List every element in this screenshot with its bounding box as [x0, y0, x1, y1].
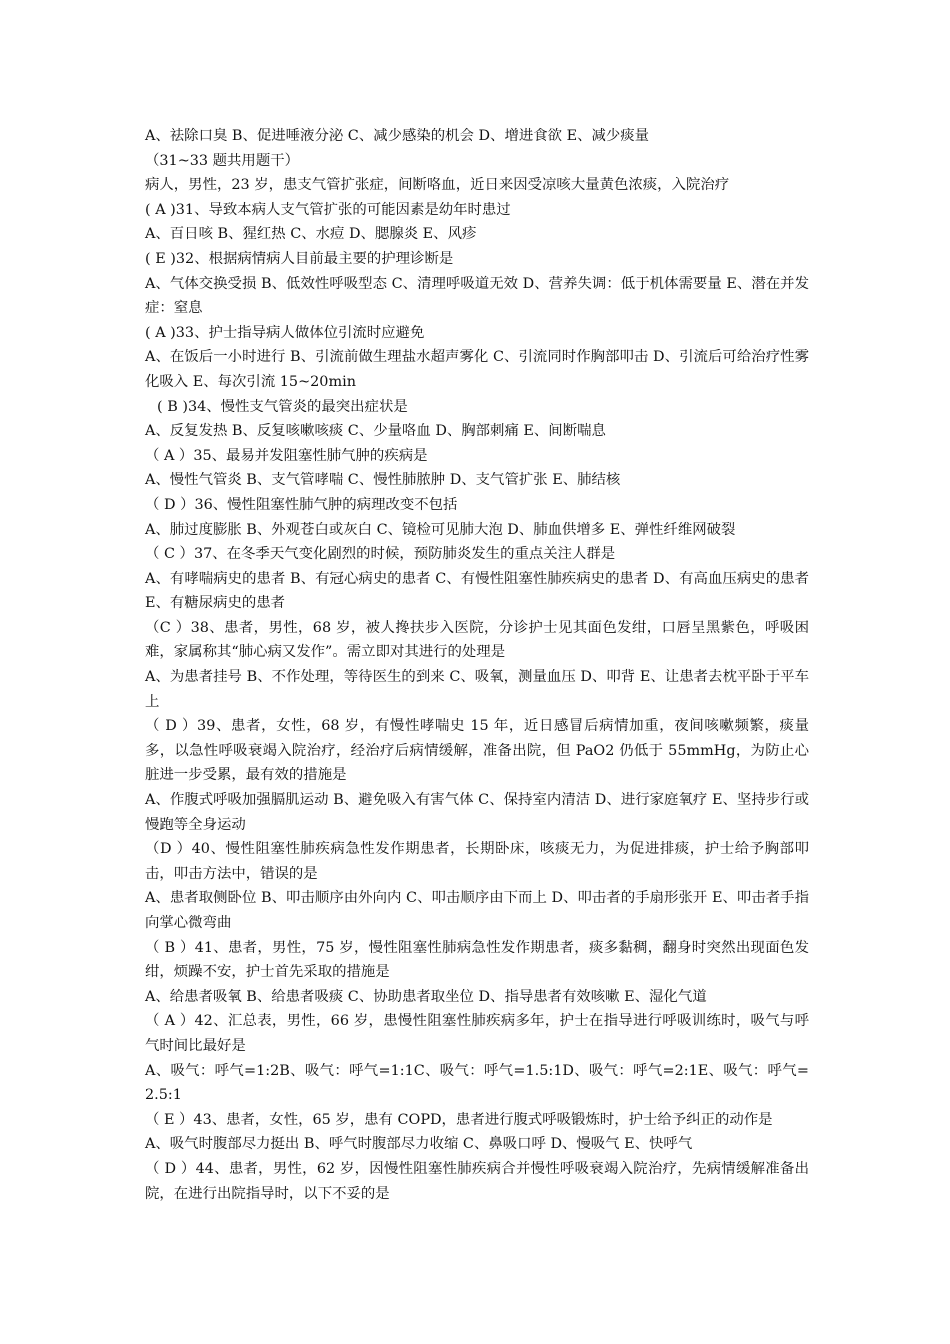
question-32: ( E )32、根据病情病人目前最主要的护理诊断是	[145, 250, 454, 267]
question-44: （ D ）44、患者，男性，62 岁，因慢性阻塞性肺疾病合并慢性呼吸衰竭入院治疗，先病情缓解准备出院，在进行出院指导时，以下不妥的是	[145, 1160, 809, 1202]
document-page	[145, 124, 809, 1206]
answer-options-q32: A、气体交换受损 B、低效性呼吸型态 C、清理呼吸道无效 D、营养失调：低于机体需要量 E、潜在并发症：窒息	[145, 275, 809, 317]
answer-options-q34: A、反复发热 B、反复咳嗽咳痰 C、少量咯血 D、胸部刺痛 E、间断喘息	[145, 423, 606, 440]
question-33: ( A )33、护士指导病人做体位引流时应避免	[145, 324, 425, 341]
answer-options-q38: A、为患者挂号 B、不作处理，等待医生的到来 C、吸氧，测量血压 D、叩背 E、让患者去枕平卧于平车上	[145, 669, 809, 710]
answer-options-q43: A、吸气时腹部尽力挺出 B、呼气时腹部尽力收缩 C、鼻吸口呼 D、慢吸气 E、快呼气	[145, 1136, 693, 1153]
question-34: ( B )34、慢性支气管炎的最突出症状是	[157, 398, 408, 415]
question-37: （ C ）37、在冬季天气变化剧烈的时候，预防肺炎发生的重点关注人群是	[145, 546, 616, 563]
answer-options-q35: A、慢性气管炎 B、支气管哮喘 C、慢性肺脓肿 D、支气管扩张 E、肺结核	[145, 472, 621, 489]
answer-options-q39: A、作腹式呼吸加强膈肌运动 B、避免吸入有害气体 C、保持室内清洁 D、进行家庭氧疗 E、坚持步行或慢跑等全身运动	[145, 792, 809, 833]
answer-options-q33: A、在饭后一小时进行 B、引流前做生理盐水超声雾化 C、引流同时作胸部叩击 D、引流后可给治疗性雾化吸入 E、每次引流 15~20min	[145, 349, 809, 390]
shared-stem-heading: （31~33 题共用题干）	[145, 152, 299, 169]
question-40: （D ）40、慢性阻塞性肺疾病急性发作期患者，长期卧床，咳痰无力，为促进排痰，护士给予胸部叩击，叩击方法中，错误的是	[145, 841, 809, 882]
question-35: （ A ）35、最易并发阻塞性肺气肿的疾病是	[145, 447, 428, 464]
answer-options-q41: A、给患者吸氧 B、给患者吸痰 C、协助患者取坐位 D、指导患者有效咳嗽 E、湿化气道	[145, 988, 707, 1005]
question-38: （C ）38、患者，男性，68 岁，被人搀扶步入医院，分诊护士见其面色发绀，口唇呈黑紫色，呼吸困难，家属称其“肺心病又发作”。需立即对其进行的处理是	[145, 619, 809, 661]
answer-options-q42: A、吸气：呼气=1:2B、吸气：呼气=1:1C、吸气：呼气=1.5:1D、吸气：呼气=2:1E、吸气：呼气=2.5:1	[145, 1062, 809, 1104]
answer-options-q30: A、祛除口臭 B、促进唾液分泌 C、减少感染的机会 D、增进食欲 E、减少痰量	[145, 128, 650, 144]
answer-options-q37: A、有哮喘病史的患者 B、有冠心病史的患者 C、有慢性阻塞性肺疾病史的患者 D、有高血压病史的患者 E、有糖尿病史的患者	[145, 570, 809, 612]
question-36: （ D ）36、慢性阻塞性肺气肿的病理改变不包括	[145, 496, 458, 513]
question-42: （ A ）42、汇总表，男性，66 岁，患慢性阻塞性肺疾病多年，护士在指导进行呼吸训练时，吸气与呼气时间比最好是	[145, 1013, 809, 1054]
shared-stem-text: 病人，男性，23 岁，患支气管扩张症，间断咯血，近日来因受凉咳大量黄色浓痰，入院治疗	[145, 177, 730, 194]
question-31: ( A )31、导致本病人支气管扩张的可能因素是幼年时患过	[145, 201, 511, 218]
question-43: （ E ）43、患者，女性，65 岁，患有 COPD，患者进行腹式呼吸锻炼时，护士给予纠正的动作是	[145, 1111, 773, 1128]
answer-options-q36: A、肺过度膨胀 B、外观苍白或灰白 C、镜检可见肺大泡 D、肺血供增多 E、弹性纤维网破裂	[145, 521, 736, 538]
answer-options-q40: A、患者取侧卧位 B、叩击顺序由外向内 C、叩击顺序由下而上 D、叩击者的手扇形张开 E、叩击者手指向掌心微弯曲	[145, 890, 809, 931]
question-39: （ D ）39、患者，女性，68 岁，有慢性哮喘史 15 年，近日感冒后病情加重，夜间咳嗽频繁，痰量多，以急性呼吸衰竭入院治疗，经治疗后病情缓解，准备出院，但 PaO2 仍低于 55mmHg，为防止心脏进一步受累，最有效的措施是	[145, 718, 809, 784]
question-41: （ B ）41、患者，男性，75 岁，慢性阻塞性肺病急性发作期患者，痰多黏稠，翻身时突然出现面色发绀，烦躁不安，护士首先采取的措施是	[145, 939, 809, 981]
answer-options-q31: A、百日咳 B、猩红热 C、水痘 D、腮腺炎 E、风疹	[145, 226, 477, 243]
